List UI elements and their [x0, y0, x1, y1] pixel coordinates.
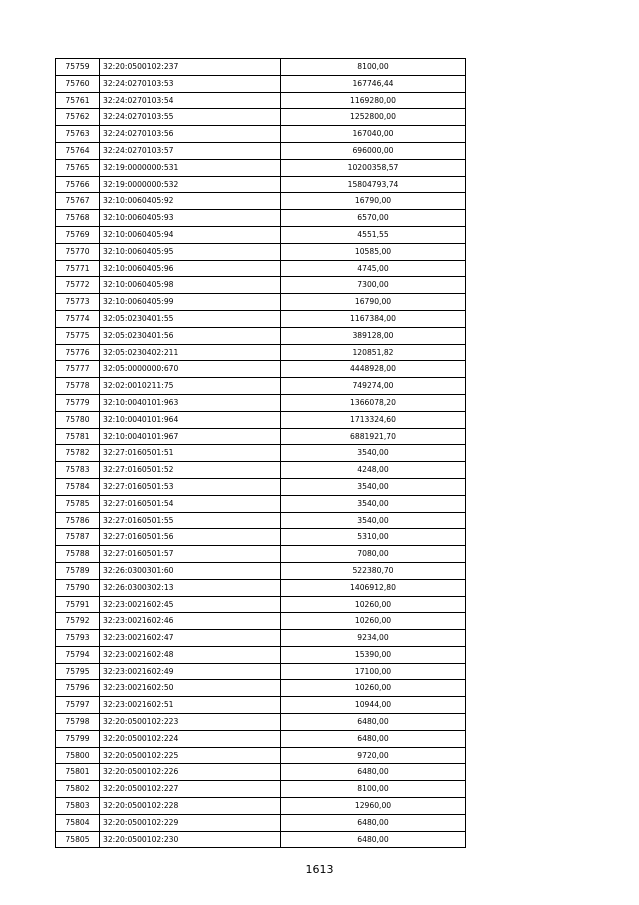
- row-number-cell: 75791: [56, 596, 100, 613]
- table-row: [56, 277, 466, 294]
- row-number-cell: 75785: [56, 495, 100, 512]
- row-number-cell: 75802: [56, 781, 100, 798]
- value-cell: 10260,00: [281, 680, 466, 697]
- row-number-cell: 75804: [56, 814, 100, 831]
- table-row: [56, 445, 466, 462]
- row-number-cell: 75769: [56, 226, 100, 243]
- table-row: [56, 378, 466, 395]
- table-row: [56, 142, 466, 159]
- cadastral-number-cell: 32:27:0160501:57: [100, 546, 281, 563]
- table-row: [56, 630, 466, 647]
- row-number-cell: 75774: [56, 310, 100, 327]
- table-row: [56, 193, 466, 210]
- cadastral-number-cell: 32:20:0500102:230: [100, 831, 281, 848]
- table-row: [56, 831, 466, 848]
- row-number-cell: 75764: [56, 142, 100, 159]
- table-row: [56, 462, 466, 479]
- table-row: [56, 495, 466, 512]
- table-row: [56, 159, 466, 176]
- cadastral-number-cell: 32:23:0021602:46: [100, 613, 281, 630]
- row-number-cell: 75801: [56, 764, 100, 781]
- value-cell: 389128,00: [281, 327, 466, 344]
- row-number-cell: 75779: [56, 394, 100, 411]
- table-row: [56, 310, 466, 327]
- value-cell: 3540,00: [281, 478, 466, 495]
- cadastral-number-cell: 32:19:0000000:532: [100, 176, 281, 193]
- cadastral-number-cell: 32:10:0040101:963: [100, 394, 281, 411]
- cadastral-number-cell: 32:23:0021602:51: [100, 697, 281, 714]
- value-cell: 6480,00: [281, 730, 466, 747]
- row-number-cell: 75788: [56, 546, 100, 563]
- cadastral-number-cell: 32:05:0230401:55: [100, 310, 281, 327]
- table-row: [56, 613, 466, 630]
- value-cell: 9720,00: [281, 747, 466, 764]
- cadastral-number-cell: 32:05:0230401:56: [100, 327, 281, 344]
- row-number-cell: 75760: [56, 75, 100, 92]
- table-row: [56, 680, 466, 697]
- row-number-cell: 75762: [56, 109, 100, 126]
- table-row: [56, 546, 466, 563]
- cadastral-number-cell: 32:20:0500102:227: [100, 781, 281, 798]
- cadastral-number-cell: 32:27:0160501:55: [100, 512, 281, 529]
- value-cell: 6480,00: [281, 714, 466, 731]
- row-number-cell: 75783: [56, 462, 100, 479]
- row-number-cell: 75797: [56, 697, 100, 714]
- row-number-cell: 75765: [56, 159, 100, 176]
- value-cell: 6480,00: [281, 814, 466, 831]
- value-cell: 8100,00: [281, 781, 466, 798]
- cadastral-number-cell: 32:10:0060405:94: [100, 226, 281, 243]
- value-cell: 1406912,80: [281, 579, 466, 596]
- table-body: [56, 59, 466, 848]
- value-cell: 167040,00: [281, 126, 466, 143]
- table-row: [56, 646, 466, 663]
- cadastral-number-cell: 32:05:0000000:670: [100, 361, 281, 378]
- value-cell: 167746,44: [281, 75, 466, 92]
- cadastral-number-cell: 32:10:0060405:98: [100, 277, 281, 294]
- table-row: [56, 92, 466, 109]
- cadastral-number-cell: 32:10:0060405:96: [100, 260, 281, 277]
- row-number-cell: 75781: [56, 428, 100, 445]
- cadastral-number-cell: 32:27:0160501:52: [100, 462, 281, 479]
- table-row: [56, 747, 466, 764]
- cadastral-number-cell: 32:05:0230402:211: [100, 344, 281, 361]
- cadastral-number-cell: 32:27:0160501:51: [100, 445, 281, 462]
- table-row: [56, 109, 466, 126]
- table-row: [56, 226, 466, 243]
- table-row: [56, 361, 466, 378]
- table-row: [56, 411, 466, 428]
- value-cell: 16790,00: [281, 294, 466, 311]
- row-number-cell: 75768: [56, 210, 100, 227]
- row-number-cell: 75799: [56, 730, 100, 747]
- cadastral-number-cell: 32:26:0300301:60: [100, 562, 281, 579]
- row-number-cell: 75784: [56, 478, 100, 495]
- row-number-cell: 75796: [56, 680, 100, 697]
- value-cell: 10260,00: [281, 596, 466, 613]
- row-number-cell: 75798: [56, 714, 100, 731]
- value-cell: 7080,00: [281, 546, 466, 563]
- table-row: [56, 243, 466, 260]
- value-cell: 1169280,00: [281, 92, 466, 109]
- cadastral-number-cell: 32:24:0270103:55: [100, 109, 281, 126]
- value-cell: 120851,82: [281, 344, 466, 361]
- cadastral-number-cell: 32:20:0500102:225: [100, 747, 281, 764]
- cadastral-value-table: [55, 58, 466, 848]
- value-cell: 3540,00: [281, 445, 466, 462]
- table-row: [56, 176, 466, 193]
- value-cell: 1713324,60: [281, 411, 466, 428]
- row-number-cell: 75766: [56, 176, 100, 193]
- cadastral-number-cell: 32:20:0500102:237: [100, 59, 281, 76]
- table-row: [56, 428, 466, 445]
- row-number-cell: 75800: [56, 747, 100, 764]
- table-row: [56, 579, 466, 596]
- table-row: [56, 814, 466, 831]
- value-cell: 10260,00: [281, 613, 466, 630]
- cadastral-number-cell: 32:10:0060405:92: [100, 193, 281, 210]
- cadastral-number-cell: 32:02:0010211:75: [100, 378, 281, 395]
- table-row: [56, 512, 466, 529]
- row-number-cell: 75782: [56, 445, 100, 462]
- cadastral-number-cell: 32:20:0500102:226: [100, 764, 281, 781]
- value-cell: 4745,00: [281, 260, 466, 277]
- value-cell: 4248,00: [281, 462, 466, 479]
- row-number-cell: 75770: [56, 243, 100, 260]
- row-number-cell: 75778: [56, 378, 100, 395]
- value-cell: 522380,70: [281, 562, 466, 579]
- cadastral-number-cell: 32:20:0500102:224: [100, 730, 281, 747]
- cadastral-number-cell: 32:23:0021602:47: [100, 630, 281, 647]
- value-cell: 16790,00: [281, 193, 466, 210]
- value-cell: 1366078,20: [281, 394, 466, 411]
- value-cell: 8100,00: [281, 59, 466, 76]
- table-row: [56, 478, 466, 495]
- value-cell: 6881921,70: [281, 428, 466, 445]
- cadastral-number-cell: 32:26:0300302:13: [100, 579, 281, 596]
- table-row: [56, 260, 466, 277]
- cadastral-number-cell: 32:24:0270103:54: [100, 92, 281, 109]
- cadastral-number-cell: 32:24:0270103:56: [100, 126, 281, 143]
- value-cell: 4448928,00: [281, 361, 466, 378]
- table-row: [56, 764, 466, 781]
- value-cell: 10585,00: [281, 243, 466, 260]
- cadastral-number-cell: 32:27:0160501:56: [100, 529, 281, 546]
- value-cell: 6480,00: [281, 764, 466, 781]
- row-number-cell: 75773: [56, 294, 100, 311]
- row-number-cell: 75795: [56, 663, 100, 680]
- row-number-cell: 75776: [56, 344, 100, 361]
- value-cell: 12960,00: [281, 798, 466, 815]
- table-row: [56, 562, 466, 579]
- cadastral-number-cell: 32:10:0040101:964: [100, 411, 281, 428]
- page-number: 1613: [305, 863, 334, 876]
- cadastral-number-cell: 32:20:0500102:228: [100, 798, 281, 815]
- value-cell: 17100,00: [281, 663, 466, 680]
- row-number-cell: 75763: [56, 126, 100, 143]
- row-number-cell: 75790: [56, 579, 100, 596]
- value-cell: 10200358,57: [281, 159, 466, 176]
- value-cell: 9234,00: [281, 630, 466, 647]
- cadastral-number-cell: 32:27:0160501:53: [100, 478, 281, 495]
- value-cell: 749274,00: [281, 378, 466, 395]
- cadastral-number-cell: 32:10:0060405:95: [100, 243, 281, 260]
- value-cell: 10944,00: [281, 697, 466, 714]
- cadastral-number-cell: 32:20:0500102:223: [100, 714, 281, 731]
- cadastral-number-cell: 32:20:0500102:229: [100, 814, 281, 831]
- table-row: [56, 529, 466, 546]
- row-number-cell: 75805: [56, 831, 100, 848]
- row-number-cell: 75780: [56, 411, 100, 428]
- table-row: [56, 663, 466, 680]
- table-row: [56, 344, 466, 361]
- table-row: [56, 327, 466, 344]
- row-number-cell: 75772: [56, 277, 100, 294]
- table-row: [56, 596, 466, 613]
- value-cell: 4551,55: [281, 226, 466, 243]
- cadastral-number-cell: 32:23:0021602:49: [100, 663, 281, 680]
- row-number-cell: 75794: [56, 646, 100, 663]
- value-cell: 7300,00: [281, 277, 466, 294]
- table-row: [56, 798, 466, 815]
- cadastral-number-cell: 32:23:0021602:48: [100, 646, 281, 663]
- table-row: [56, 697, 466, 714]
- table-row: [56, 59, 466, 76]
- row-number-cell: 75761: [56, 92, 100, 109]
- table-row: [56, 75, 466, 92]
- cadastral-number-cell: 32:19:0000000:531: [100, 159, 281, 176]
- row-number-cell: 75803: [56, 798, 100, 815]
- value-cell: 5310,00: [281, 529, 466, 546]
- cadastral-number-cell: 32:24:0270103:53: [100, 75, 281, 92]
- table-row: [56, 714, 466, 731]
- table-row: [56, 730, 466, 747]
- table-row: [56, 210, 466, 227]
- row-number-cell: 75771: [56, 260, 100, 277]
- cadastral-number-cell: 32:27:0160501:54: [100, 495, 281, 512]
- table-row: [56, 394, 466, 411]
- value-cell: 1252800,00: [281, 109, 466, 126]
- value-cell: 15804793,74: [281, 176, 466, 193]
- cadastral-number-cell: 32:10:0060405:93: [100, 210, 281, 227]
- table-row: [56, 126, 466, 143]
- cadastral-number-cell: 32:23:0021602:50: [100, 680, 281, 697]
- table-row: [56, 781, 466, 798]
- row-number-cell: 75787: [56, 529, 100, 546]
- value-cell: 6480,00: [281, 831, 466, 848]
- value-cell: 1167384,00: [281, 310, 466, 327]
- row-number-cell: 75777: [56, 361, 100, 378]
- row-number-cell: 75775: [56, 327, 100, 344]
- value-cell: 696000,00: [281, 142, 466, 159]
- cadastral-number-cell: 32:24:0270103:57: [100, 142, 281, 159]
- cadastral-number-cell: 32:10:0040101:967: [100, 428, 281, 445]
- table-row: [56, 294, 466, 311]
- row-number-cell: 75767: [56, 193, 100, 210]
- value-cell: 15390,00: [281, 646, 466, 663]
- cadastral-number-cell: 32:23:0021602:45: [100, 596, 281, 613]
- cadastral-number-cell: 32:10:0060405:99: [100, 294, 281, 311]
- row-number-cell: 75759: [56, 59, 100, 76]
- value-cell: 3540,00: [281, 495, 466, 512]
- row-number-cell: 75792: [56, 613, 100, 630]
- row-number-cell: 75789: [56, 562, 100, 579]
- row-number-cell: 75786: [56, 512, 100, 529]
- row-number-cell: 75793: [56, 630, 100, 647]
- value-cell: 6570,00: [281, 210, 466, 227]
- value-cell: 3540,00: [281, 512, 466, 529]
